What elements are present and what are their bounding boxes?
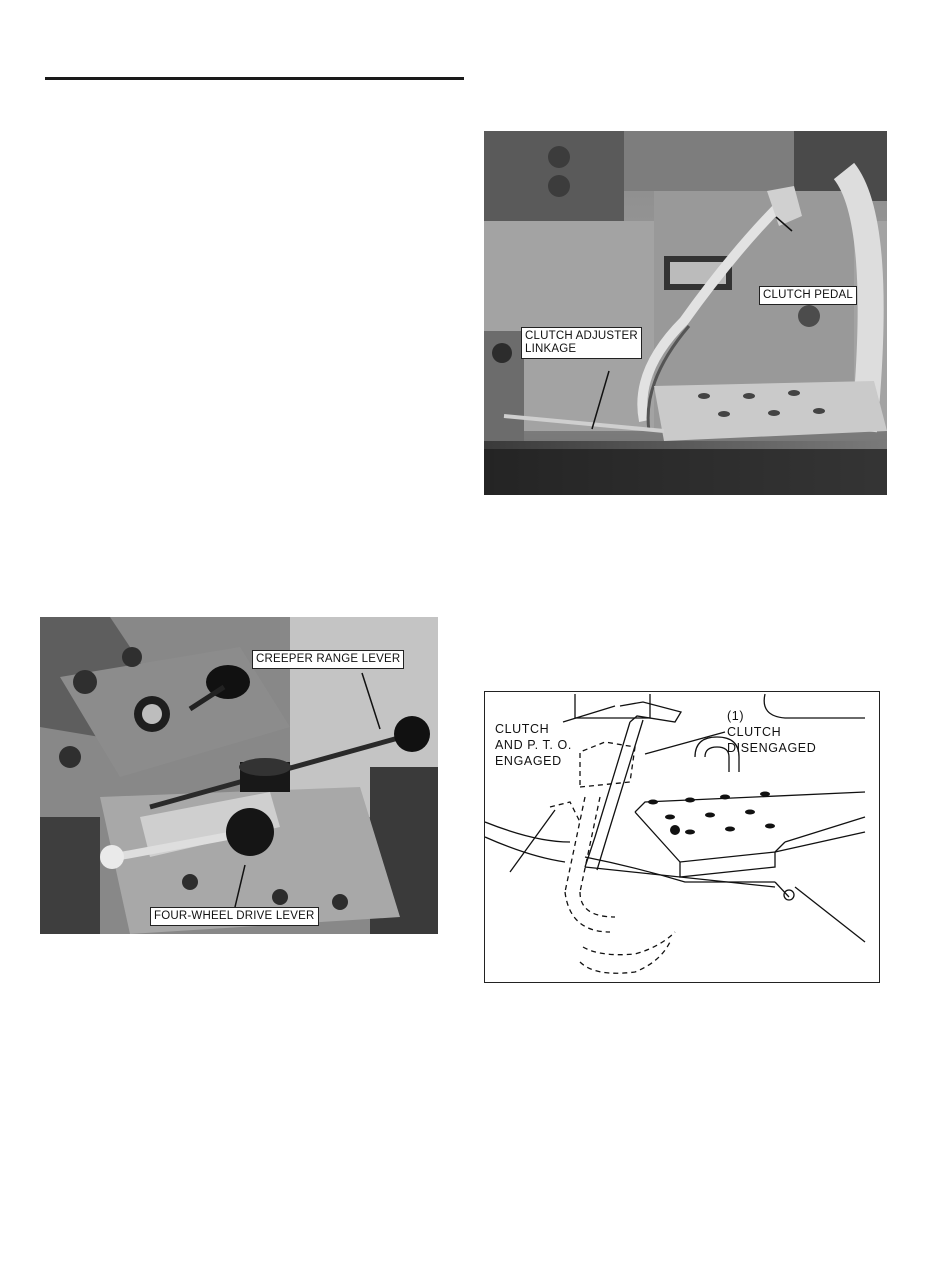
clutch-pedal-photo-image xyxy=(484,131,887,495)
clutch-disengaged-line2: CLUTCH xyxy=(727,725,782,739)
clutch-pedal-photo xyxy=(484,131,887,495)
creeper-range-label xyxy=(252,650,404,669)
clutch-adjuster-label-line1: CLUTCH ADJUSTER xyxy=(525,330,638,342)
clutch-pedal-label-text: CLUTCH PEDAL xyxy=(763,289,853,301)
clutch-engaged-line1: CLUTCH xyxy=(495,722,550,736)
clutch-engaged-label xyxy=(495,721,572,769)
four-wheel-drive-label xyxy=(150,907,319,926)
range-levers-photo xyxy=(40,617,438,934)
clutch-adjuster-label-line2: LINKAGE xyxy=(525,343,577,355)
clutch-pedal-label xyxy=(759,286,857,305)
clutch-disengaged-label xyxy=(727,708,816,756)
clutch-adjuster-label xyxy=(521,327,642,359)
four-wheel-drive-label-text: FOUR-WHEEL DRIVE LEVER xyxy=(154,910,315,922)
clutch-positions-diagram xyxy=(484,691,880,983)
creeper-range-label-text: CREEPER RANGE LEVER xyxy=(256,653,401,665)
clutch-engaged-line2: AND P. T. O. xyxy=(495,738,572,752)
clutch-disengaged-line1: (1) xyxy=(727,709,745,723)
section-rule xyxy=(45,77,464,80)
clutch-engaged-line3: ENGAGED xyxy=(495,754,562,768)
clutch-disengaged-line3: DISENGAGED xyxy=(727,741,817,755)
